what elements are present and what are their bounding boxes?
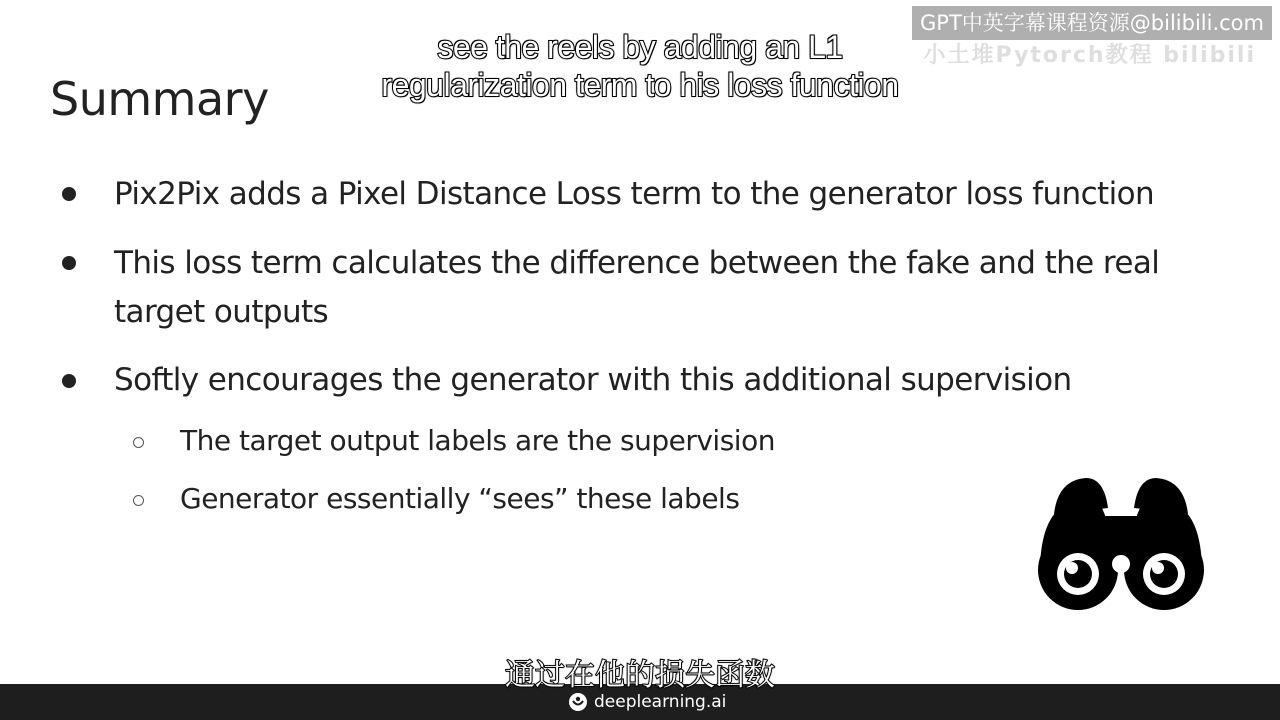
subtitle-english-line-1: see the reels by adding an L1	[437, 29, 843, 65]
bullet-dot-icon	[62, 187, 76, 201]
subtitle-english-line-2: regularization term to his loss function	[381, 67, 899, 103]
sub-bullet-circle-icon	[133, 495, 144, 506]
footer-brand-text: deeplearning.ai	[594, 692, 727, 712]
sub-bullet-item-2: Generator essentially “sees” these labels	[180, 482, 740, 515]
bullet-dot-icon	[62, 374, 76, 388]
bullet-item-2-line-1: This loss term calculates the difference between the fake and the real	[114, 245, 1160, 281]
bullet-item-2-line-2: target outputs	[114, 294, 329, 330]
watermark-subtext: 小土堆Pytorch教程 bilibili	[923, 43, 1256, 68]
subtitle-chinese: 通过在他的损失函数	[505, 658, 775, 693]
slide-title: Summary	[50, 72, 269, 126]
bullet-item-1: Pix2Pix adds a Pixel Distance Loss term to the generator loss function	[114, 176, 1155, 212]
watermark-badge: GPT中英字幕课程资源@bilibili.com	[912, 6, 1272, 40]
binoculars-icon	[1036, 474, 1206, 614]
sub-bullet-item-1: The target output labels are the supervision	[180, 424, 775, 457]
bullet-item-3: Softly encourages the generator with this additional supervision	[114, 362, 1072, 398]
bullet-dot-icon	[62, 256, 76, 270]
sub-bullet-circle-icon	[133, 437, 144, 448]
